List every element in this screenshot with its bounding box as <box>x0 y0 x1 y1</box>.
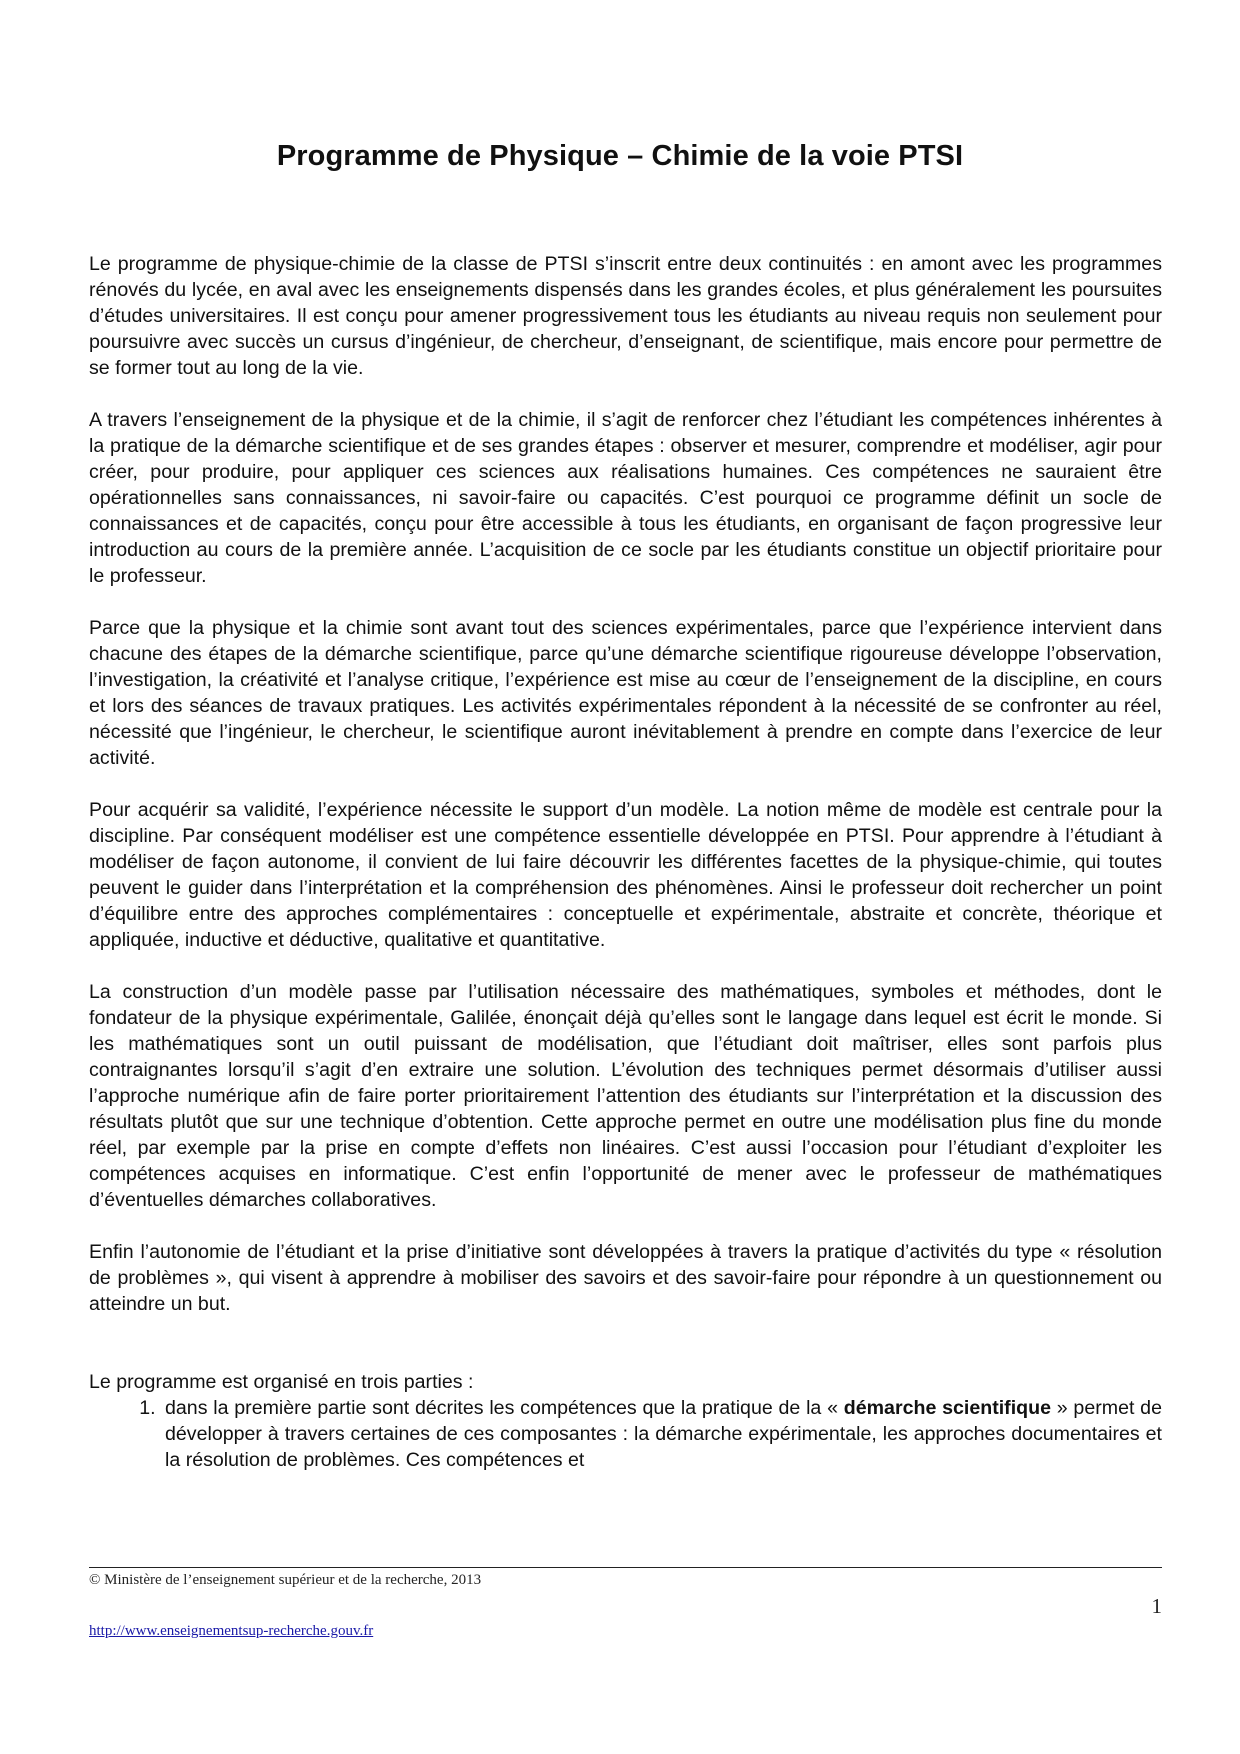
footer-copyright: © Ministère de l’enseignement supérieur et de la recherche, 2013 <box>89 1572 482 1588</box>
paragraph-experimental: Parce que la physique et la chimie sont avant tout des sciences expérimentales, parce que l’expérience intervient dans chacune des étapes de la démarche scientifique, parce qu’une démarche scientifique rigoureuse développe l’observation, l’investigation, la créativité et l’analyse critique, l’expérience est mise au cœur de l’enseignement de la discipline, en cours et lors des séances de travaux pratiques. Les activités expérimentales répondent à la nécessité de se confronter au réel, nécessité que l’ingénieur, le chercheur, le scientifique auront inévitablement à prendre en compte dans l’exercice de leur activité. <box>89 617 1162 769</box>
paragraph-autonomie: Enfin l’autonomie de l’étudiant et la prise d’initiative sont développées à travers la pratique d’activités du type « résolution de problèmes », qui visent à apprendre à mobiliser des savoirs et des savoir-faire pour répondre à un questionnement ou atteindre un but. <box>89 1241 1162 1315</box>
page-title: Programme de Physique – Chimie de la voie PTSI <box>276 140 964 172</box>
document-body <box>89 251 1162 1473</box>
paragraph-intro: Le programme de physique-chimie de la classe de PTSI s’inscrit entre deux continuités : en amont avec les programmes rénovés du lycée, en aval avec les enseignements dispensés dans les grandes écoles, et plus généralement les poursuites d’études universitaires. Il est conçu pour amener progressivement tous les étudiants au niveau requis non seulement pour poursuivre avec succès un cursus d’ingénieur, de chercheur, d’enseignant, de scientifique, mais encore pour permettre de se former tout au long de la vie. <box>89 253 1162 379</box>
paragraph-modele: Pour acquérir sa validité, l’expérience nécessite le support d’un modèle. La notion même de modèle est centrale pour la discipline. Par conséquent modéliser est une compétence essentielle développée en PTSI. Pour apprendre à l’étudiant à modéliser de façon autonome, il convient de lui faire découvrir les différentes facettes de la physique-chimie, qui toutes peuvent le guider dans l’interprétation et la compréhension des phénomènes. Ainsi le professeur doit rechercher un point d’équilibre entre des approches complémentaires : conceptuelle et expérimentale, abstraite et concrète, théorique et appliquée, inductive et déductive, qualitative et quantitative. <box>89 799 1162 951</box>
paragraph-mathematiques: La construction d’un modèle passe par l’utilisation nécessaire des mathématiques, symboles et méthodes, dont le fondateur de la physique expérimentale, Galilée, énonçait déjà qu’elles sont le langage dans lequel est écrit le monde. Si les mathématiques sont un outil puissant de modélisation, que l’étudiant doit maîtriser, elles sont parfois plus contraignantes lorsqu’il s’agit d’en extraire une solution. L’évolution des techniques permet désormais d’utiliser aussi l’approche numérique afin de faire porter prioritairement l’attention des étudiants sur l’interprétation et la discussion des résultats plutôt que sur une technique d’obtention. Cette approche permet en outre une modélisation plus fine du monde réel, par exemple par la prise en compte d’effets non linéaires. C’est aussi l’occasion pour l’étudiant d’exploiter les compétences acquises en informatique. C’est enfin l’opportunité de mener avec le professeur de mathématiques d’éventuelles démarches collaboratives. <box>89 981 1162 1211</box>
list-item-text-before: dans la première partie sont décrites les compétences que la pratique de la « <box>165 1397 844 1419</box>
organization-intro: Le programme est organisé en trois parties : <box>89 1371 474 1393</box>
list-item-bold: démarche scientifique <box>843 1397 1051 1419</box>
page-number: 1 <box>1151 1594 1162 1618</box>
list-item <box>161 1395 1162 1473</box>
footer-divider <box>89 1567 1162 1568</box>
paragraph-competences: A travers l’enseignement de la physique et de la chimie, il s’agit de renforcer chez l’étudiant les compétences inhérentes à la pratique de la démarche scientifique et de ses grandes étapes : observer et mesurer, comprendre et modéliser, agir pour créer, pour produire, pour appliquer ces sciences aux réalisations humaines. Ces compétences ne sauraient être opérationnelles sans connaissances, ni savoir-faire ou capacités. C’est pourquoi ce programme définit un socle de connaissances et de capacités, conçu pour être accessible à tous les étudiants, en organisant de façon progressive leur introduction au cours de la première année. L’acquisition de ce socle par les étudiants constitue un objectif prioritaire pour le professeur. <box>89 409 1162 587</box>
list-item-text-after: » permet de développer à travers certaines de ces composantes : la démarche expérimentale, les approches documentaires et la résolution de problèmes. Ces compétences et <box>165 1397 1162 1471</box>
footer-link[interactable]: http://www.enseignementsup-recherche.gouv.fr <box>89 1623 374 1639</box>
organization-list <box>89 1395 1162 1473</box>
